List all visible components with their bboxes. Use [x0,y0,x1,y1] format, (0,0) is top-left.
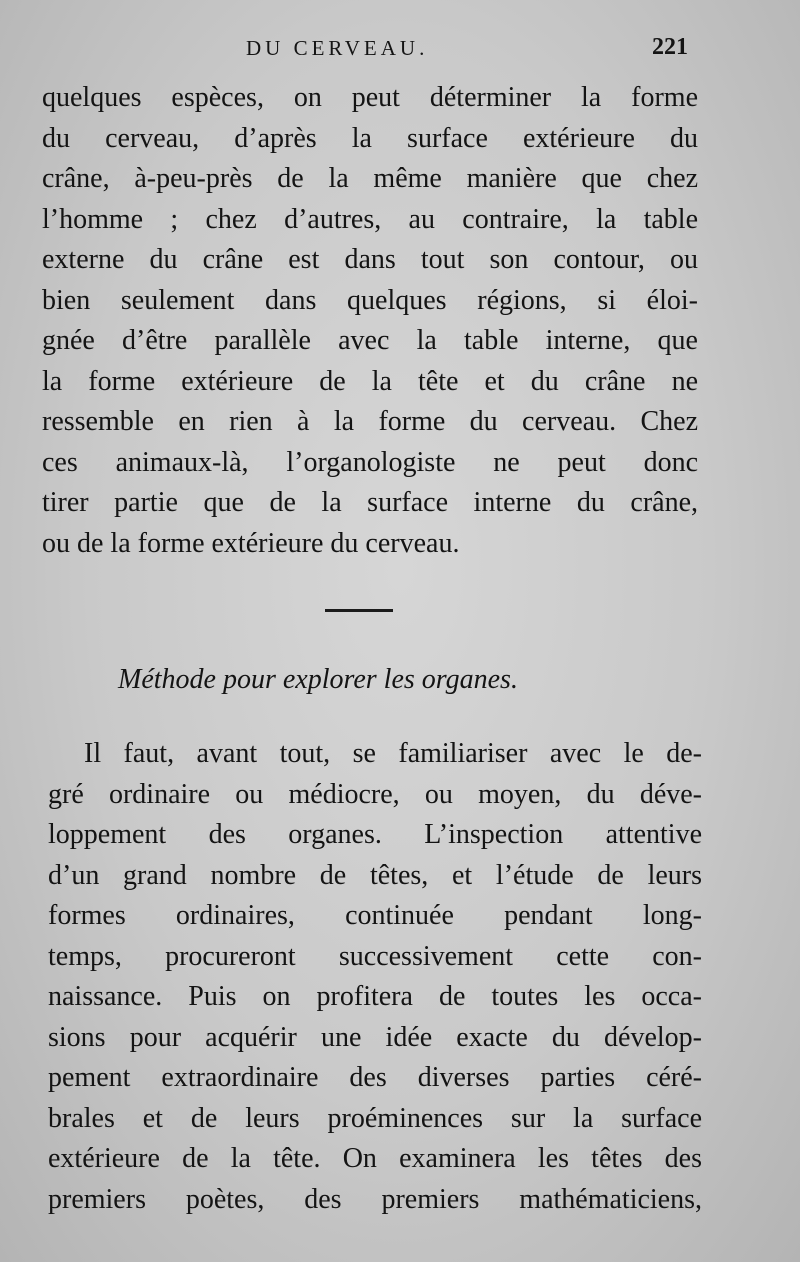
text-line: ces animaux-là, l’organologiste ne peut donc [42,446,698,478]
running-title: DU CERVEAU. [246,36,429,60]
text-line: premiers poètes, des premiers mathématiciens, [48,1183,702,1215]
text-line: naissance. Puis on profitera de toutes les occa- [48,981,702,1012]
text-line: quelques espèces, on peut déterminer la forme [42,82,698,113]
text-line: gré ordinaire ou médiocre, ou moyen, du déve- [48,778,702,810]
text-line: extérieure de la tête. On examinera les têtes des [48,1143,702,1174]
text-line: crâne, à-peu-près de la même manière que chez [42,163,698,194]
text-line: externe du crâne est dans tout son contour, ou [42,244,698,275]
text-line: Il faut, avant tout, se familiariser avec le de- [84,738,702,769]
text-line: bien seulement dans quelques régions, si éloi- [42,284,698,316]
paragraph-1 [42,78,698,564]
section-divider [325,609,393,612]
text-line: d’un grand nombre de têtes, et l’étude de leurs [48,859,702,891]
text-line: gnée d’être parallèle avec la table interne, que [42,325,698,356]
page-number: 221 [652,34,688,60]
text-line: loppement des organes. L’inspection attentive [48,819,702,850]
text-line: l’homme ; chez d’autres, au contraire, la table [42,203,698,235]
text-line: formes ordinaires, continuée pendant long- [48,900,702,931]
text-line: la forme extérieure de la tête et du crâne ne [42,365,698,397]
running-head [0,34,800,64]
text-line: temps, procureront successivement cette con- [48,940,702,972]
text-line: ressemble en rien à la forme du cerveau. Chez [42,406,698,437]
text-line: brales et de leurs proéminences sur la surface [48,1102,702,1134]
section-heading: Méthode pour explorer les organes. [118,664,518,695]
text-line: du cerveau, d’après la surface extérieure du [42,122,698,154]
text-line: ou de la forme extérieure du cerveau. [42,527,460,559]
text-line: pement extraordinaire des diverses parties céré- [48,1062,702,1093]
text-line: tirer partie que de la surface interne du crâne, [42,487,698,518]
paragraph-2 [48,734,702,1220]
text-line: sions pour acquérir une idée exacte du dévelop- [48,1021,702,1053]
